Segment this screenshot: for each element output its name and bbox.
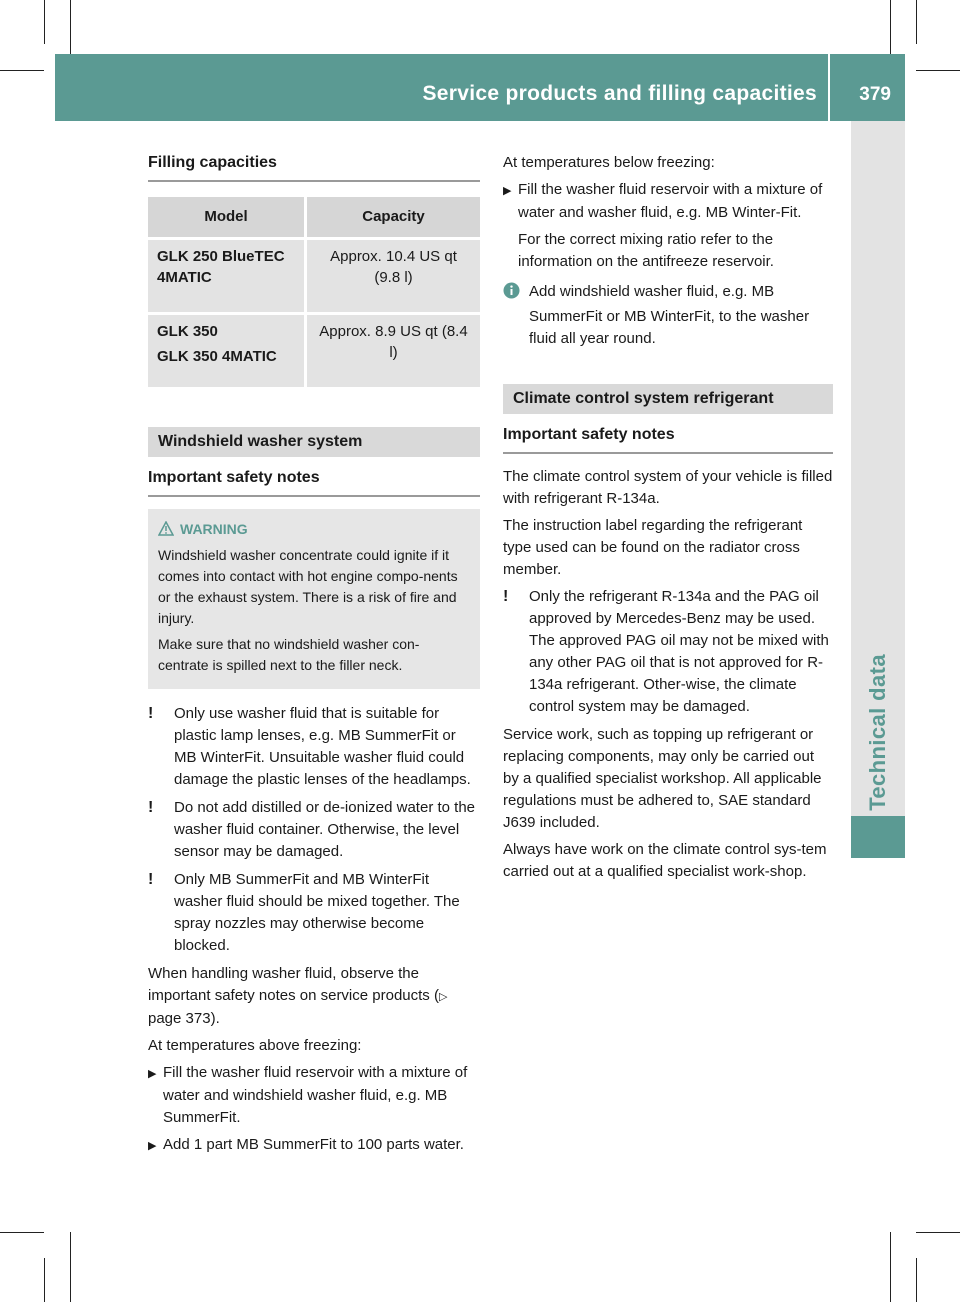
crop-mark (44, 0, 45, 44)
right-column (503, 152, 833, 888)
info-icon (503, 282, 529, 306)
info-text: Add windshield washer fluid, e.g. MB SummerFit or MB WinterFit, to the washer fluid all year round. (529, 283, 810, 347)
model-cell: GLK 250 BlueTEC 4MATIC (148, 240, 304, 312)
caution-text: Only MB SummerFit and MB WinterFit washer fluid should be mixed together. The spray nozzles may otherwise become blocked. (174, 871, 460, 954)
model-line: GLK 350 (157, 323, 218, 340)
caution-text: Do not add distilled or de-ionized water to the washer fluid container. Otherwise, the level sensor may be damaged. (174, 799, 476, 860)
header-divider (828, 54, 830, 121)
caution-text: Only use washer fluid that is suitable for plastic lamp lenses, e.g. MB SummerFit or MB WinterFit. Unsuitable washer fluid could damage the plastic lenses of the headlamps. (174, 705, 471, 788)
crop-mark (916, 70, 960, 71)
step-text: Add 1 part MB SummerFit to 100 parts water. (163, 1136, 464, 1153)
crop-mark (44, 1258, 45, 1302)
washer-section-band: Windshield washer system (148, 427, 480, 457)
step-text: Fill the washer fluid reservoir with a mixture of water and washer fluid, e.g. MB Winter-Fit. (518, 181, 823, 221)
filling-heading: Filling capacities (148, 152, 480, 182)
model-cell (148, 315, 304, 387)
instruction-step (148, 1134, 480, 1157)
caution-note (148, 797, 480, 863)
washer-safety-heading: Important safety notes (148, 467, 480, 497)
page-number: 379 (859, 84, 891, 105)
exclamation-icon: ! (148, 705, 154, 722)
side-tab-label-wrap (851, 121, 905, 811)
caution-note (503, 586, 833, 718)
crop-mark (0, 70, 44, 71)
capacity-table (145, 194, 483, 390)
left-column (148, 152, 480, 1162)
warning-text: Windshield washer concentrate could ignite if it comes into contact with hot engine compo-nents or the exhaust system. There is a risk of fire and injury. (158, 547, 458, 626)
crop-mark (916, 1258, 917, 1302)
capacity-cell: Approx. 10.4 US qt (9.8 l) (307, 240, 480, 312)
crop-mark (70, 1232, 71, 1302)
climate-safety-heading: Important safety notes (503, 424, 833, 454)
table-header-row (148, 197, 480, 237)
warning-triangle-icon (158, 521, 174, 536)
caution-note (148, 869, 480, 957)
above-freezing-text: At temperatures above freezing: (148, 1037, 362, 1054)
warning-text: Make sure that no windshield washer con-centrate is spilled next to the filler neck. (158, 636, 420, 673)
handling-text-end: ). (210, 1010, 220, 1027)
column-header-capacity: Capacity (307, 197, 480, 237)
table-row (148, 315, 480, 387)
page-header (55, 54, 905, 121)
exclamation-icon: ! (148, 871, 154, 888)
step-note: For the correct mixing ratio refer to the information on the antifreeze reservoir. (518, 231, 774, 270)
warning-title (158, 519, 470, 540)
warning-box (148, 509, 480, 689)
side-tab-label: Technical data (865, 654, 890, 811)
climate-section-band: Climate control system refrigerant (503, 384, 833, 414)
climate-paragraph: Always have work on the climate control sys-tem carried out at a qualified specialist work-shop. (503, 841, 827, 880)
table-row (148, 240, 480, 312)
instruction-step (503, 179, 833, 224)
crop-mark (916, 0, 917, 44)
caution-note (148, 703, 480, 791)
crop-mark (916, 1232, 960, 1233)
crop-mark (0, 1232, 44, 1233)
page-ref-link[interactable]: page 373 (148, 1010, 211, 1027)
step-text: Fill the washer fluid reservoir with a mixture of water and windshield washer fluid, e.g. MB SummerFit. (163, 1064, 468, 1126)
warning-label: WARNING (180, 521, 248, 537)
side-tab-marker (851, 816, 905, 858)
climate-paragraph: The instruction label regarding the refrigerant type used can be found on the radiator cross member. (503, 517, 803, 578)
step-arrow-icon: ▶ (503, 185, 512, 197)
step-arrow-icon: ▶ (148, 1068, 157, 1080)
caution-text: Only the refrigerant R-134a and the PAG oil approved by Mercedes-Benz may be used. The approved PAG oil may not be mixed with any other PAG oil that is not approved for R-134a refrigerant. Other-wise, the climate control system may be damaged. (529, 588, 829, 715)
column-header-model: Model (148, 197, 304, 237)
step-arrow-icon: ▶ (148, 1140, 157, 1152)
info-note (503, 281, 833, 350)
exclamation-icon: ! (148, 799, 154, 816)
climate-paragraph: Service work, such as topping up refrigerant or replacing components, may only be carried out by a qualified specialist workshop. All applicable regulations must be adhered to, SAE standard J639 included. (503, 726, 822, 831)
exclamation-icon: ! (503, 588, 509, 605)
climate-paragraph: The climate control system of your vehicle is filled with refrigerant R-134a. (503, 468, 833, 507)
instruction-step (148, 1062, 480, 1129)
below-freezing-text: At temperatures below freezing: (503, 154, 715, 171)
model-line: GLK 350 4MATIC (157, 348, 277, 365)
arrow-right-icon: ▷ (438, 991, 448, 1003)
handling-text: When handling washer fluid, observe the important safety notes on service products ( (148, 965, 439, 1004)
header-title: Service products and filling capacities (422, 82, 817, 105)
capacity-cell: Approx. 8.9 US qt (8.4 l) (307, 315, 480, 387)
crop-mark (890, 1232, 891, 1302)
handling-paragraph (148, 963, 480, 1030)
